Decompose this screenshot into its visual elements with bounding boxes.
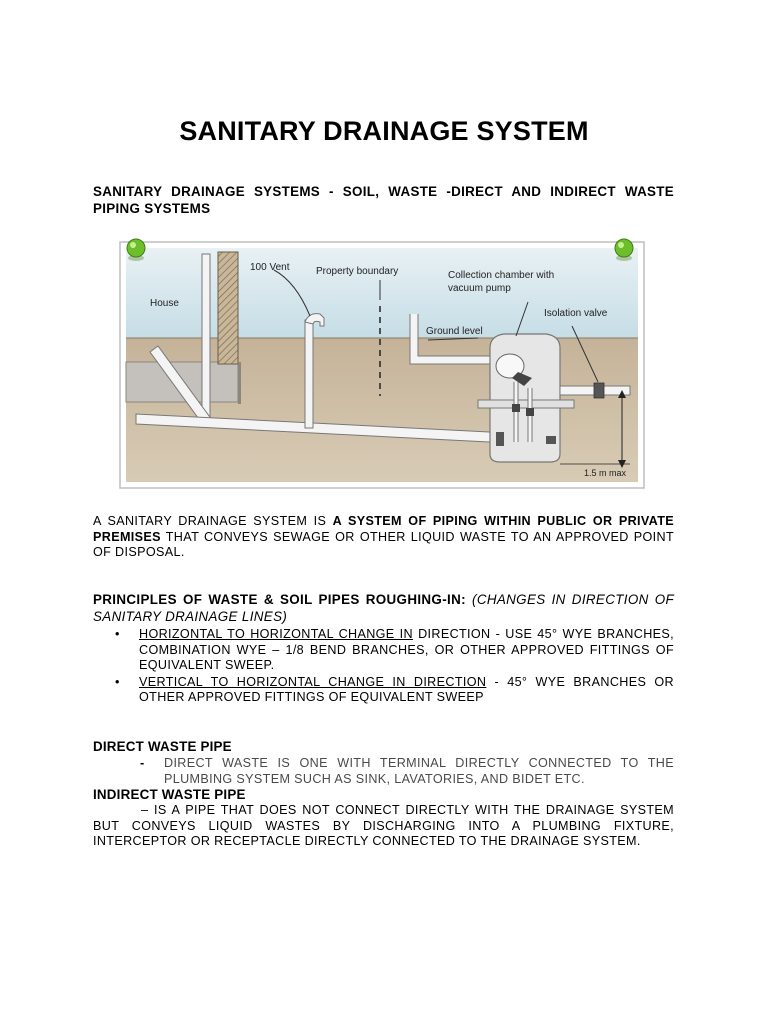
label-isolation-valve: Isolation valve	[544, 308, 608, 319]
direct-waste-heading: DIRECT WASTE PIPE	[93, 739, 232, 754]
page-title: SANITARY DRAINAGE SYSTEM	[179, 116, 589, 146]
indirect-waste-heading: INDIRECT WASTE PIPE	[93, 787, 246, 802]
dash-icon: -	[140, 756, 145, 770]
direct-waste-text: DIRECT WASTE IS ONE WITH TERMINAL DIRECTLY CONNECTED TO THE PLUMBING SYSTEM SUCH AS SINK, LAVATORIES, AND BIDET ETC.	[164, 756, 674, 786]
list-item	[115, 675, 674, 706]
label-property-boundary: Property boundary	[316, 266, 399, 277]
list-item	[140, 756, 674, 787]
definition-lead: A SANITARY DRAINAGE SYSTEM IS	[93, 514, 333, 528]
label-depth: 1.5 m max	[584, 468, 627, 478]
label-ground-level: Ground level	[426, 326, 483, 337]
list-item-underlined: VERTICAL TO HORIZONTAL CHANGE IN DIRECTION	[139, 674, 487, 689]
list-item-text: - 45° WYE BRANCHES OR OTHER APPROVED FITTINGS OF EQUIVALENT SWEEP	[139, 674, 674, 705]
label-house: House	[150, 298, 179, 309]
list-item-underlined: HORIZONTAL TO HORIZONTAL CHANGE IN	[139, 627, 413, 641]
subtitle: SANITARY DRAINAGE SYSTEMS - SOIL, WASTE -DIRECT AND INDIRECT WASTE PIPING SYSTEMS	[93, 184, 674, 216]
bullet-icon: •	[115, 627, 120, 641]
direct-waste-item	[140, 756, 674, 787]
principles-heading	[93, 591, 674, 625]
indirect-waste-text: – IS A PIPE THAT DOES NOT CONNECT DIRECTLY WITH THE DRAINAGE SYSTEM BUT CONVEYS LIQUID WASTES BY DISCHARGING INTO A PLUMBING FIXTURE, INTERCEPTOR OR RECEPTACLE DIRECTLY CONNECTED TO THE DRAINAGE SYSTEM.	[93, 803, 674, 849]
vent-pipe	[305, 320, 313, 428]
definition-bold: A SYSTEM OF PIPING WITHIN PUBLIC OR PRIVATE PREMISES	[93, 514, 674, 544]
pushpin-right-icon	[615, 239, 633, 261]
list-item	[115, 627, 674, 674]
pushpin-left-icon	[127, 239, 145, 261]
definition-rest: THAT CONVEYS SEWAGE OR OTHER LIQUID WASTE TO AN APPROVED POINT OF DISPOSAL.	[93, 529, 674, 560]
soil-stack	[202, 254, 210, 424]
principles-note: (CHANGES IN DIRECTION OF SANITARY DRAINAGE LINES)	[93, 592, 674, 624]
list-item-text: DIRECTION - USE 45° WYE BRANCHES, COMBINATION WYE – 1/8 BEND BRANCHES, OR OTHER APPROVED FITTINGS OF EQUIVALENT SWEEP.	[139, 627, 674, 673]
drainage-diagram	[118, 236, 646, 490]
bullet-icon: •	[115, 674, 120, 689]
label-vent: 100 Vent	[250, 262, 290, 273]
isolation-valve	[594, 383, 604, 398]
definition-paragraph	[93, 514, 674, 561]
principles-list	[115, 627, 674, 706]
label-collection-chamber: Collection chamber with	[448, 270, 555, 281]
house-wall	[218, 252, 238, 364]
label-vacuum-pump: vacuum pump	[448, 283, 511, 294]
principles-heading-text: PRINCIPLES OF WASTE & SOIL PIPES ROUGHING-IN:	[93, 592, 466, 607]
